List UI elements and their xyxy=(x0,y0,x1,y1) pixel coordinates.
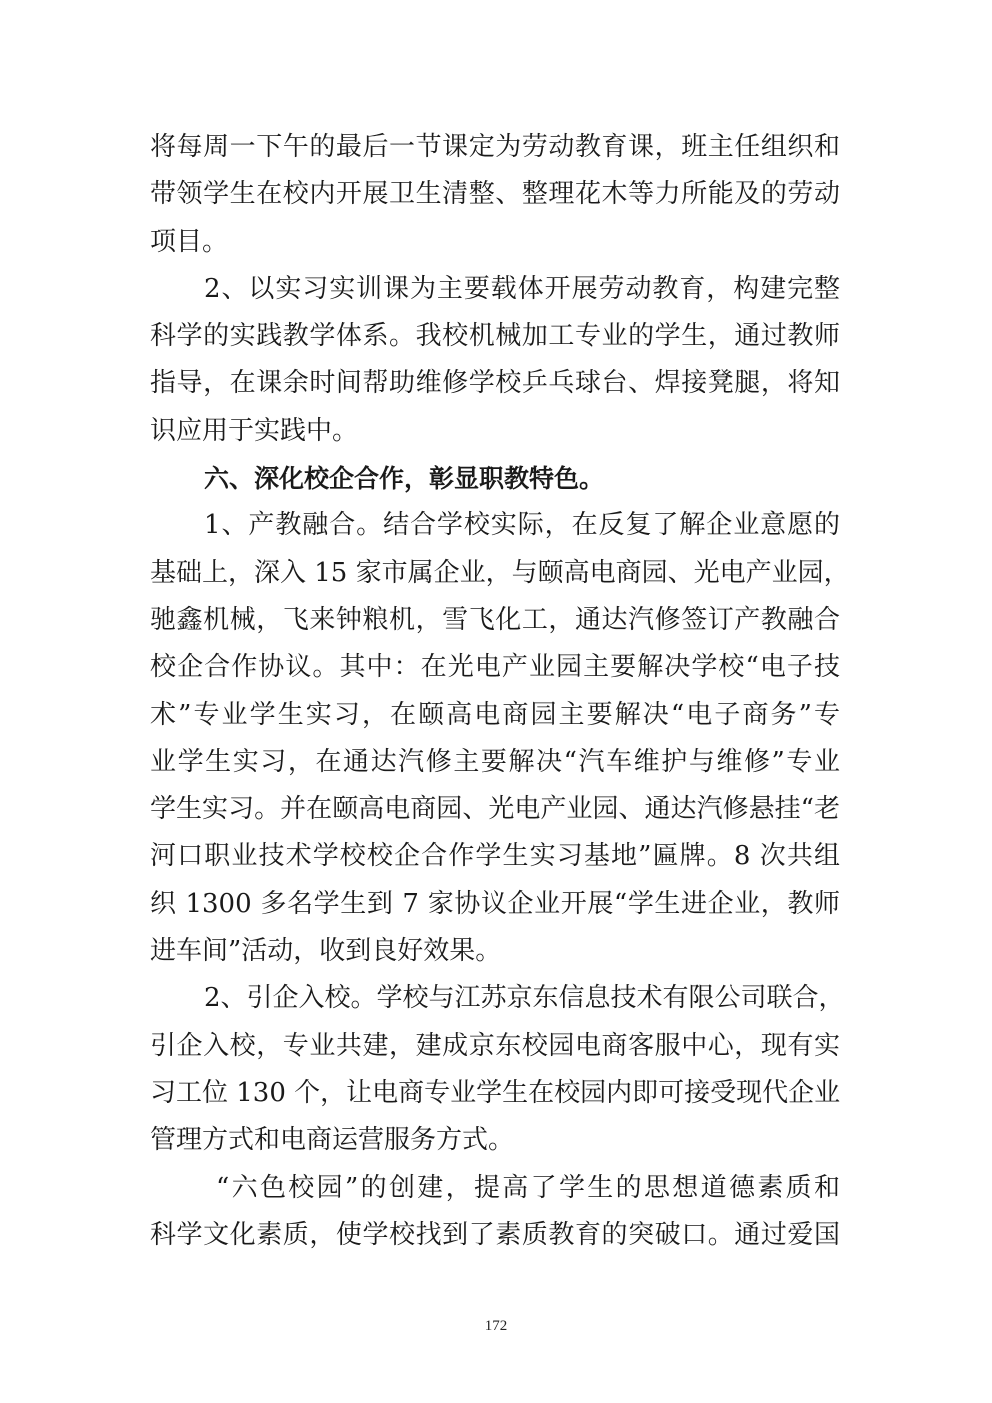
section-heading: 六、深化校企合作，彰显职教特色。 xyxy=(204,464,605,494)
text-line: 业学生实习，在通达汽修主要解决“汽车维护与维修”专业 xyxy=(150,746,840,777)
text-line: 驰鑫机械，飞来钟粮机，雪飞化工，通达汽修签订产教融合 xyxy=(150,604,840,635)
text-line: 2、引企入校。学校与江苏京东信息技术有限公司联合， xyxy=(204,983,845,1014)
text-line: 科学文化素质，使学校找到了素质教育的突破口。通过爱国 xyxy=(150,1219,840,1250)
text-line: 2、以实习实训课为主要载体开展劳动教育，构建完整 xyxy=(204,273,840,304)
document-body xyxy=(150,124,850,1259)
text-line: 管理方式和电商运营服务方式。 xyxy=(150,1125,515,1156)
text-line: 基础上，深入 15 家市属企业，与颐高电商园、光电产业园， xyxy=(150,557,850,588)
page-number: 172 xyxy=(484,1318,508,1334)
text-line: 术”专业学生实习，在颐高电商园主要解决“电子商务”专 xyxy=(150,699,840,730)
text-line: 织 1300 多名学生到 7 家协议企业开展“学生进企业，教师 xyxy=(150,888,840,919)
text-line: 学生实习。并在颐高电商园、光电产业园、通达汽修悬挂“老 xyxy=(150,794,840,825)
text-line: 习工位 130 个，让电商专业学生在校园内即可接受现代企业 xyxy=(150,1077,841,1108)
text-line: 将每周一下午的最后一节课定为劳动教育课，班主任组织和 xyxy=(150,132,840,162)
text-line: 指导，在课余时间帮助维修学校乒乓球台、焊接凳腿，将知 xyxy=(150,368,840,399)
text-line: 识应用于实践中。 xyxy=(150,415,359,446)
text-line: 1、产教融合。结合学校实际，在反复了解企业意愿的 xyxy=(204,510,840,541)
text-line: 带领学生在校内开展卫生清整、整理花木等力所能及的劳动 xyxy=(150,179,840,210)
text-line: 进车间”活动，收到良好效果。 xyxy=(150,936,502,967)
text-line: 项目。 xyxy=(150,226,229,257)
text-line: 科学的实践教学体系。我校机械加工专业的学生，通过教师 xyxy=(150,321,840,352)
text-line: 引企入校，专业共建，建成京东校园电商客服中心，现有实 xyxy=(150,1030,840,1061)
text-line: 河口职业技术学校校企合作学生实习基地”匾牌。8 次共组 xyxy=(150,841,840,872)
text-line: 校企合作协议。其中：在光电产业园主要解决学校“电子技 xyxy=(150,652,840,683)
text-line: “六色校园”的创建，提高了学生的思想道德素质和 xyxy=(216,1172,840,1203)
